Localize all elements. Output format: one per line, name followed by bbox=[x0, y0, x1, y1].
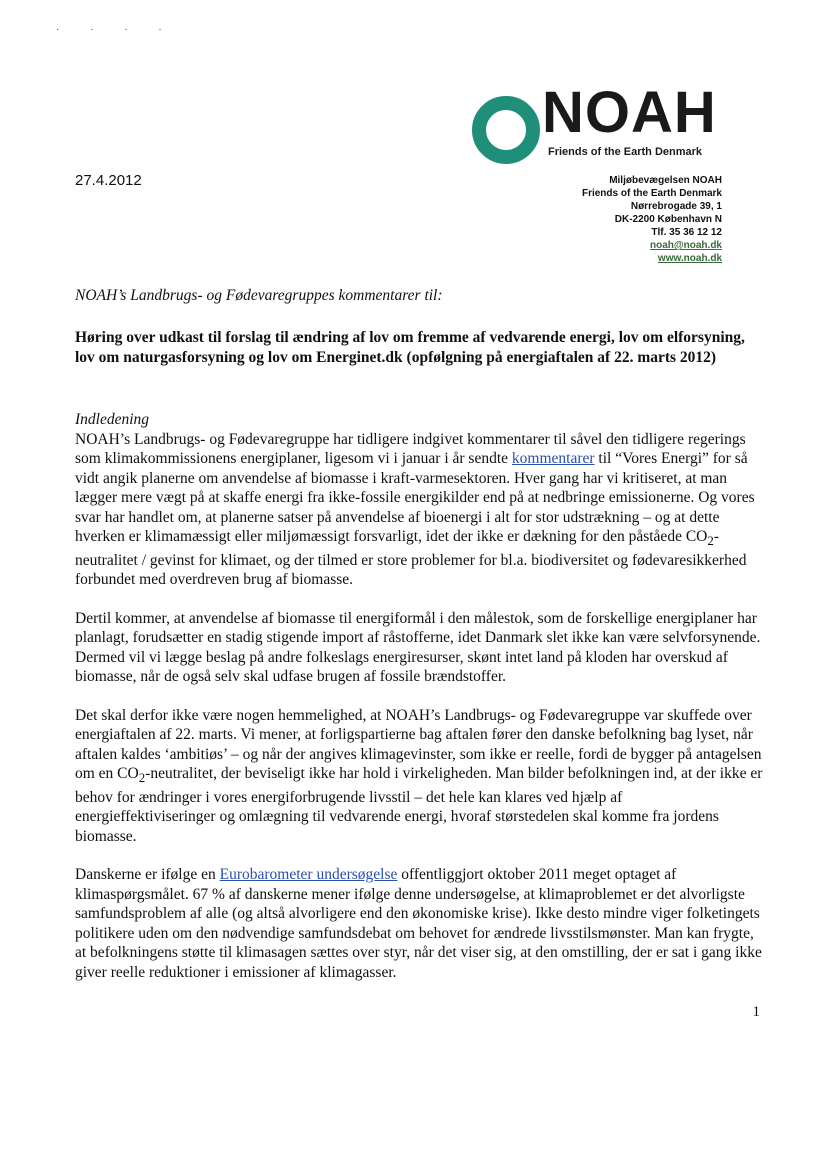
paragraph-4 bbox=[75, 865, 765, 982]
text-run: -neutralitet / gevinst for klimaet, og der tilmed er store problemer for bl.a. biodiversitet og fødevaresikkerhed forbundet med overdreven brug af biomasse. bbox=[75, 528, 747, 589]
kommentarer-link[interactable]: kommentarer bbox=[511, 450, 595, 467]
scan-specks: · · · · bbox=[56, 24, 176, 35]
paragraph-2: Dertil kommer, at anvendelse af biomasse til energiformål i den målestok, som de forskellige energiplaner har planlagt, forudsætter en stadig stigende import af råstofferne, idet Danmark slet ikke kan være selvforsynende. Dermed vil vi lægge beslag på andre folkeslags energiresurser, skønt intet land på kloden har overskud af biomasse, når de også selv skal udfase brugen af fossile brændstoffer. bbox=[75, 609, 761, 686]
website-link[interactable]: www.noah.dk bbox=[657, 253, 722, 264]
logo-wordmark: NOAH bbox=[542, 80, 717, 145]
intro-line: NOAH’s Landbrugs- og Fødevaregruppes kommentarer til: bbox=[75, 287, 443, 304]
email-link[interactable]: noah@noah.dk bbox=[650, 240, 722, 251]
logo-tagline: Friends of the Earth Denmark bbox=[548, 146, 703, 158]
text-run: til “Vores Energi” for så vidt angik planerne om anvendelse af biomasse i kraft-varmesektoren. Hver gang har vi kritiseret, at man lægger mere vægt på at skaffe energi fra ikke-fossile energikilder end på at nedbringe emissionerne. Og vores svar har handlet om, at planerne satser på anvendelse af bioenergi i alt for stor udstrækning – og at dette hverken er klimamæssigt eller miljømæssigt forsvarligt, idet der ikke er dækning for den påståede CO bbox=[75, 450, 755, 545]
text-run: Danskerne er ifølge en bbox=[75, 866, 220, 884]
address-line: Friends of the Earth Denmark bbox=[581, 188, 722, 199]
green-ring-icon bbox=[470, 94, 542, 166]
document-body bbox=[75, 410, 765, 1001]
subscript: 2 bbox=[707, 533, 714, 549]
document-heading: Høring over udkast til forslag til ændring af lov om fremme af vedvarende energi, lov om elforsyning, lov om naturgasforsyning og lov om Energinet.dk (opfølgning på energiaftalen af 22. marts 2012) bbox=[75, 329, 745, 366]
paragraph-3 bbox=[75, 706, 765, 847]
address-line: Tlf. 35 36 12 12 bbox=[651, 227, 722, 238]
address-line: Miljøbevægelsen NOAH bbox=[609, 175, 722, 186]
text-run: Det skal derfor ikke være nogen hemmelighed, at NOAH’s Landbrugs- og Fødevaregruppe var skuffede over energiaftalen af 22. marts. Vi mener, at forligspartierne bag aftalen fører den danske befolkning bag lyset, når aftalen kaldes ‘ambitiøs’ – og når der angives klimagevinster, som ikke er reelle, fordi de bygger på antagelsen om en CO bbox=[75, 706, 762, 783]
text-run: -neutralitet, der beviseligt ikke har hold i virkeligheden. Man bilder befolkningen ind, at der ikke er behov for ændringer i vores energiforbrugende livsstil – det hele kan klares ved hjælp af energieffektiviseringer og omlægning til vedvarende energi, hvoraf størstedelen skal komme fra jordens biomasse. bbox=[75, 765, 763, 845]
letter-date: 27.4.2012 bbox=[75, 172, 142, 189]
address-line: DK-2200 København N bbox=[614, 214, 722, 225]
noah-logo bbox=[470, 80, 730, 164]
sender-address bbox=[582, 174, 722, 265]
section-title: Indledening bbox=[75, 411, 150, 428]
eurobarometer-link[interactable]: Eurobarometer undersøgelse bbox=[219, 866, 398, 884]
subscript: 2 bbox=[138, 770, 146, 786]
text-run: NOAH’s Landbrugs- og Fødevaregruppe har tidligere indgivet kommentarer til såvel den tidligere regerings som klimakommissionens energiplaner, ligesom vi i januar i år sendte bbox=[75, 430, 746, 467]
address-line: Nørrebrogade 39, 1 bbox=[630, 201, 722, 212]
text-run: offentliggjort oktober 2011 meget optaget af klimaspørgsmålet. 67 % af danskerne mener ifølge denne undersøgelse, at klimaproblemet er det alvorligste samfundsproblem af alle (og altså alvorligere end den økonomiske krise). Ikke desto mindre viger folketingets politikere uden om den nødvendige samfundsdebat om behovet for ændrede livsstilsmønster. Man kan frygte, at befolkningens støtte til klimasagen sættes over styr, når det viser sig, at den omstilling, der er sat i gang ikke giver reelle reduktioner i emissioner af klimagasser. bbox=[75, 866, 762, 981]
page-number: 1 bbox=[752, 1004, 760, 1020]
paragraph-1 bbox=[75, 430, 765, 590]
